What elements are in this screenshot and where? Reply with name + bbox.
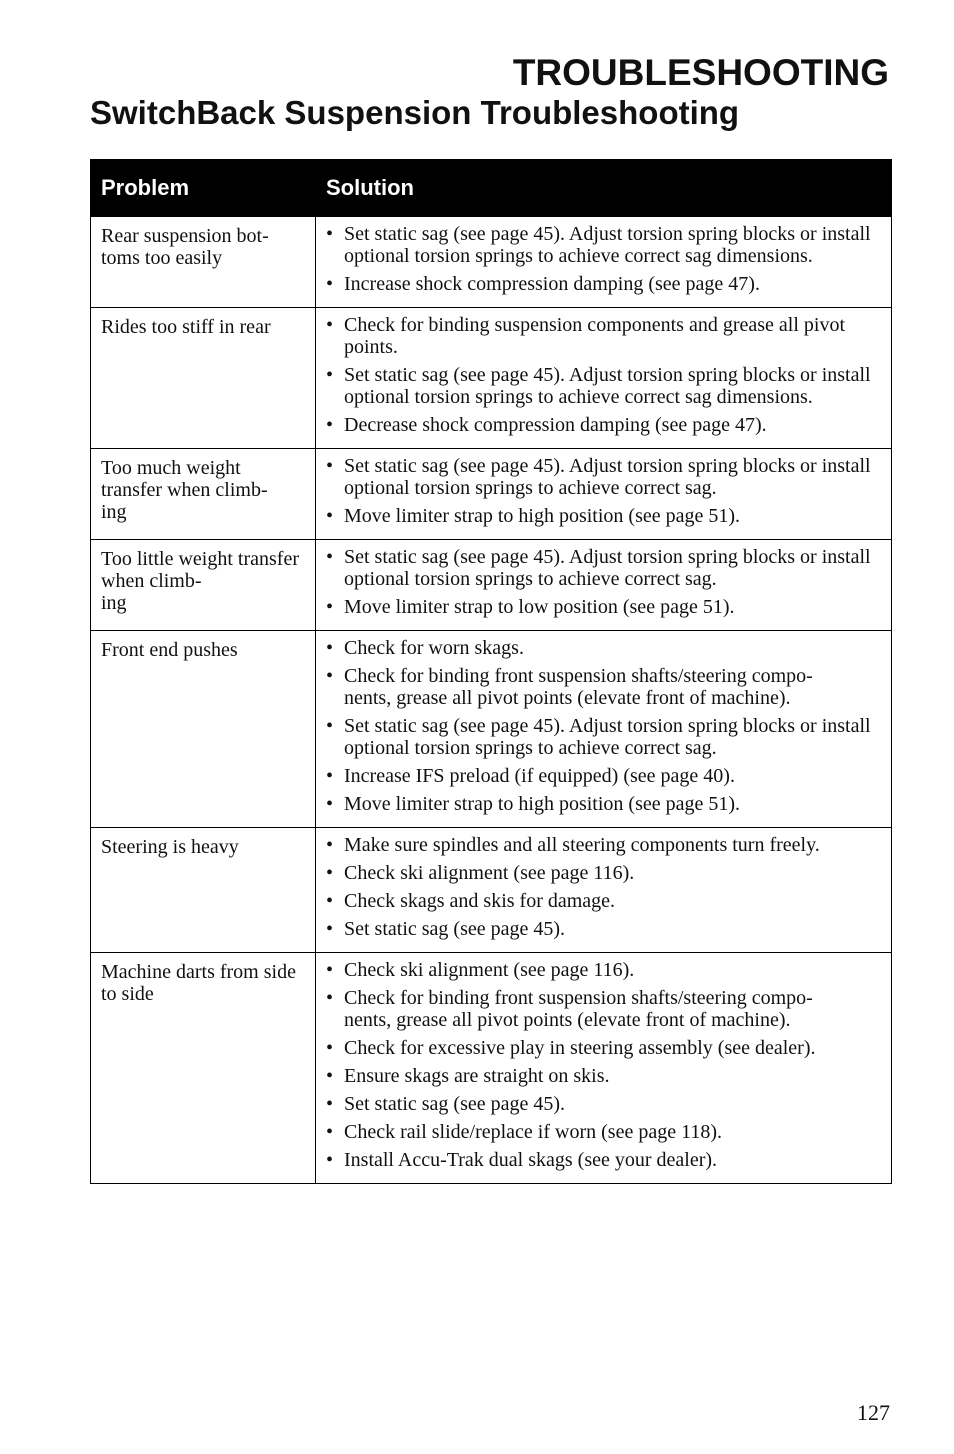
solution-list <box>326 455 883 527</box>
solution-cell <box>316 217 892 308</box>
problem-cell <box>91 953 316 1184</box>
problem-text: Too much weight transfer when climb- ing <box>101 457 268 523</box>
solution-text: Increase IFS preload (if equipped) (see page 40). <box>344 765 735 787</box>
solution-text: Check ski alignment (see page 116). <box>344 959 635 981</box>
bullet-icon: • <box>326 665 334 687</box>
solution-item <box>326 1037 883 1059</box>
solution-item <box>326 765 883 787</box>
bullet-icon: • <box>326 918 334 940</box>
solution-text: Set static sag (see page 45). <box>344 1093 566 1115</box>
solution-text: Check for binding suspension components and grease all pivot points. <box>344 314 846 358</box>
table-row <box>91 953 892 1184</box>
troubleshooting-table <box>90 159 892 1184</box>
problem-cell <box>91 540 316 631</box>
solution-text: Make sure spindles and all steering components turn freely. <box>344 834 820 856</box>
solution-text: Set static sag (see page 45). Adjust torsion spring blocks or install optional torsion springs to achieve correct sag. <box>344 546 871 590</box>
solution-item <box>326 455 883 499</box>
solution-item <box>326 862 883 884</box>
bullet-icon: • <box>326 637 334 659</box>
solution-text: Set static sag (see page 45). Adjust torsion spring blocks or install optional torsion springs to achieve correct sag dimensions. <box>344 223 871 267</box>
bullet-icon: • <box>326 505 334 527</box>
solution-item <box>326 314 883 358</box>
solution-text: Check for binding front suspension shafts/steering compo- nents, grease all pivot points (elevate front of machine). <box>344 665 813 709</box>
solution-item <box>326 1065 883 1087</box>
column-header-solution: Solution <box>316 160 892 217</box>
table-body <box>91 217 892 1184</box>
solution-list <box>326 637 883 815</box>
bullet-icon: • <box>326 455 334 477</box>
solution-list <box>326 546 883 618</box>
solution-item <box>326 364 883 408</box>
table-header <box>91 160 892 217</box>
table-row <box>91 828 892 953</box>
solution-cell <box>316 953 892 1184</box>
solution-item <box>326 273 883 295</box>
problem-cell <box>91 631 316 828</box>
bullet-icon: • <box>326 890 334 912</box>
bullet-icon: • <box>326 834 334 856</box>
solution-text: Set static sag (see page 45). Adjust torsion spring blocks or install optional torsion springs to achieve correct sag. <box>344 715 871 759</box>
solution-item <box>326 1121 883 1143</box>
solution-item <box>326 793 883 815</box>
table-header-row <box>91 160 892 217</box>
solution-text: Install Accu-Trak dual skags (see your dealer). <box>344 1149 718 1171</box>
solution-text: Increase shock compression damping (see page 47). <box>344 273 760 295</box>
solution-item <box>326 505 883 527</box>
bullet-icon: • <box>326 987 334 1009</box>
solution-cell <box>316 308 892 449</box>
bullet-icon: • <box>326 793 334 815</box>
bullet-icon: • <box>326 223 334 245</box>
solution-text: Decrease shock compression damping (see page 47). <box>344 414 767 436</box>
solution-cell <box>316 449 892 540</box>
problem-text: Steering is heavy <box>101 836 239 858</box>
section-title: SwitchBack Suspension Troubleshooting <box>90 94 740 131</box>
chapter-title: TROUBLESHOOTING <box>512 52 889 93</box>
solution-item <box>326 834 883 856</box>
solution-item <box>326 637 883 659</box>
solution-text: Check for excessive play in steering assembly (see dealer). <box>344 1037 816 1059</box>
bullet-icon: • <box>326 765 334 787</box>
bullet-icon: • <box>326 862 334 884</box>
solution-item <box>326 1149 883 1171</box>
solution-item <box>326 890 883 912</box>
problem-cell <box>91 449 316 540</box>
solution-list <box>326 223 883 295</box>
table-row <box>91 631 892 828</box>
solution-cell <box>316 540 892 631</box>
solution-text: Check skags and skis for damage. <box>344 890 616 912</box>
solution-text: Move limiter strap to high position (see page 51). <box>344 793 741 815</box>
problem-text: Rear suspension bot- toms too easily <box>101 225 269 269</box>
bullet-icon: • <box>326 414 334 436</box>
bullet-icon: • <box>326 1093 334 1115</box>
problem-cell <box>91 217 316 308</box>
problem-text: Machine darts from side to side <box>101 961 296 1005</box>
solution-item <box>326 918 883 940</box>
bullet-icon: • <box>326 273 334 295</box>
solution-item <box>326 987 883 1031</box>
problem-cell <box>91 828 316 953</box>
solution-item <box>326 715 883 759</box>
solution-text: Move limiter strap to high position (see page 51). <box>344 505 741 527</box>
problem-text: Front end pushes <box>101 639 238 661</box>
solution-text: Check for binding front suspension shafts/steering compo- nents, grease all pivot points (elevate front of machine). <box>344 987 813 1031</box>
solution-list <box>326 314 883 436</box>
bullet-icon: • <box>326 546 334 568</box>
solution-text: Ensure skags are straight on skis. <box>344 1065 610 1087</box>
solution-list <box>326 959 883 1171</box>
bullet-icon: • <box>326 364 334 386</box>
table-row <box>91 540 892 631</box>
bullet-icon: • <box>326 715 334 737</box>
table-row <box>91 449 892 540</box>
table-row <box>91 308 892 449</box>
bullet-icon: • <box>326 1065 334 1087</box>
column-header-problem: Problem <box>91 160 316 217</box>
solution-text: Set static sag (see page 45). Adjust torsion spring blocks or install optional torsion springs to achieve correct sag. <box>344 455 871 499</box>
solution-text: Move limiter strap to low position (see page 51). <box>344 596 735 618</box>
solution-item <box>326 546 883 590</box>
solution-item <box>326 1093 883 1115</box>
bullet-icon: • <box>326 314 334 336</box>
solution-list <box>326 834 883 940</box>
page-number: 127 <box>857 1400 890 1425</box>
problem-text: Rides too stiff in rear <box>101 316 271 338</box>
solution-text: Check ski alignment (see page 116). <box>344 862 635 884</box>
table-row <box>91 217 892 308</box>
bullet-icon: • <box>326 596 334 618</box>
solution-item <box>326 414 883 436</box>
problem-cell <box>91 308 316 449</box>
bullet-icon: • <box>326 1037 334 1059</box>
solution-item <box>326 223 883 267</box>
problem-text: Too little weight transfer when climb- ing <box>101 548 299 614</box>
bullet-icon: • <box>326 959 334 981</box>
solution-text: Set static sag (see page 45). Adjust torsion spring blocks or install optional torsion springs to achieve correct sag dimensions. <box>344 364 871 408</box>
solution-text: Set static sag (see page 45). <box>344 918 566 940</box>
bullet-icon: • <box>326 1149 334 1171</box>
solution-item <box>326 959 883 981</box>
bullet-icon: • <box>326 1121 334 1143</box>
solution-text: Check for worn skags. <box>344 637 524 659</box>
solution-text: Check rail slide/replace if worn (see page 118). <box>344 1121 722 1143</box>
solution-item <box>326 596 883 618</box>
solution-cell <box>316 828 892 953</box>
solution-cell <box>316 631 892 828</box>
solution-item <box>326 665 883 709</box>
